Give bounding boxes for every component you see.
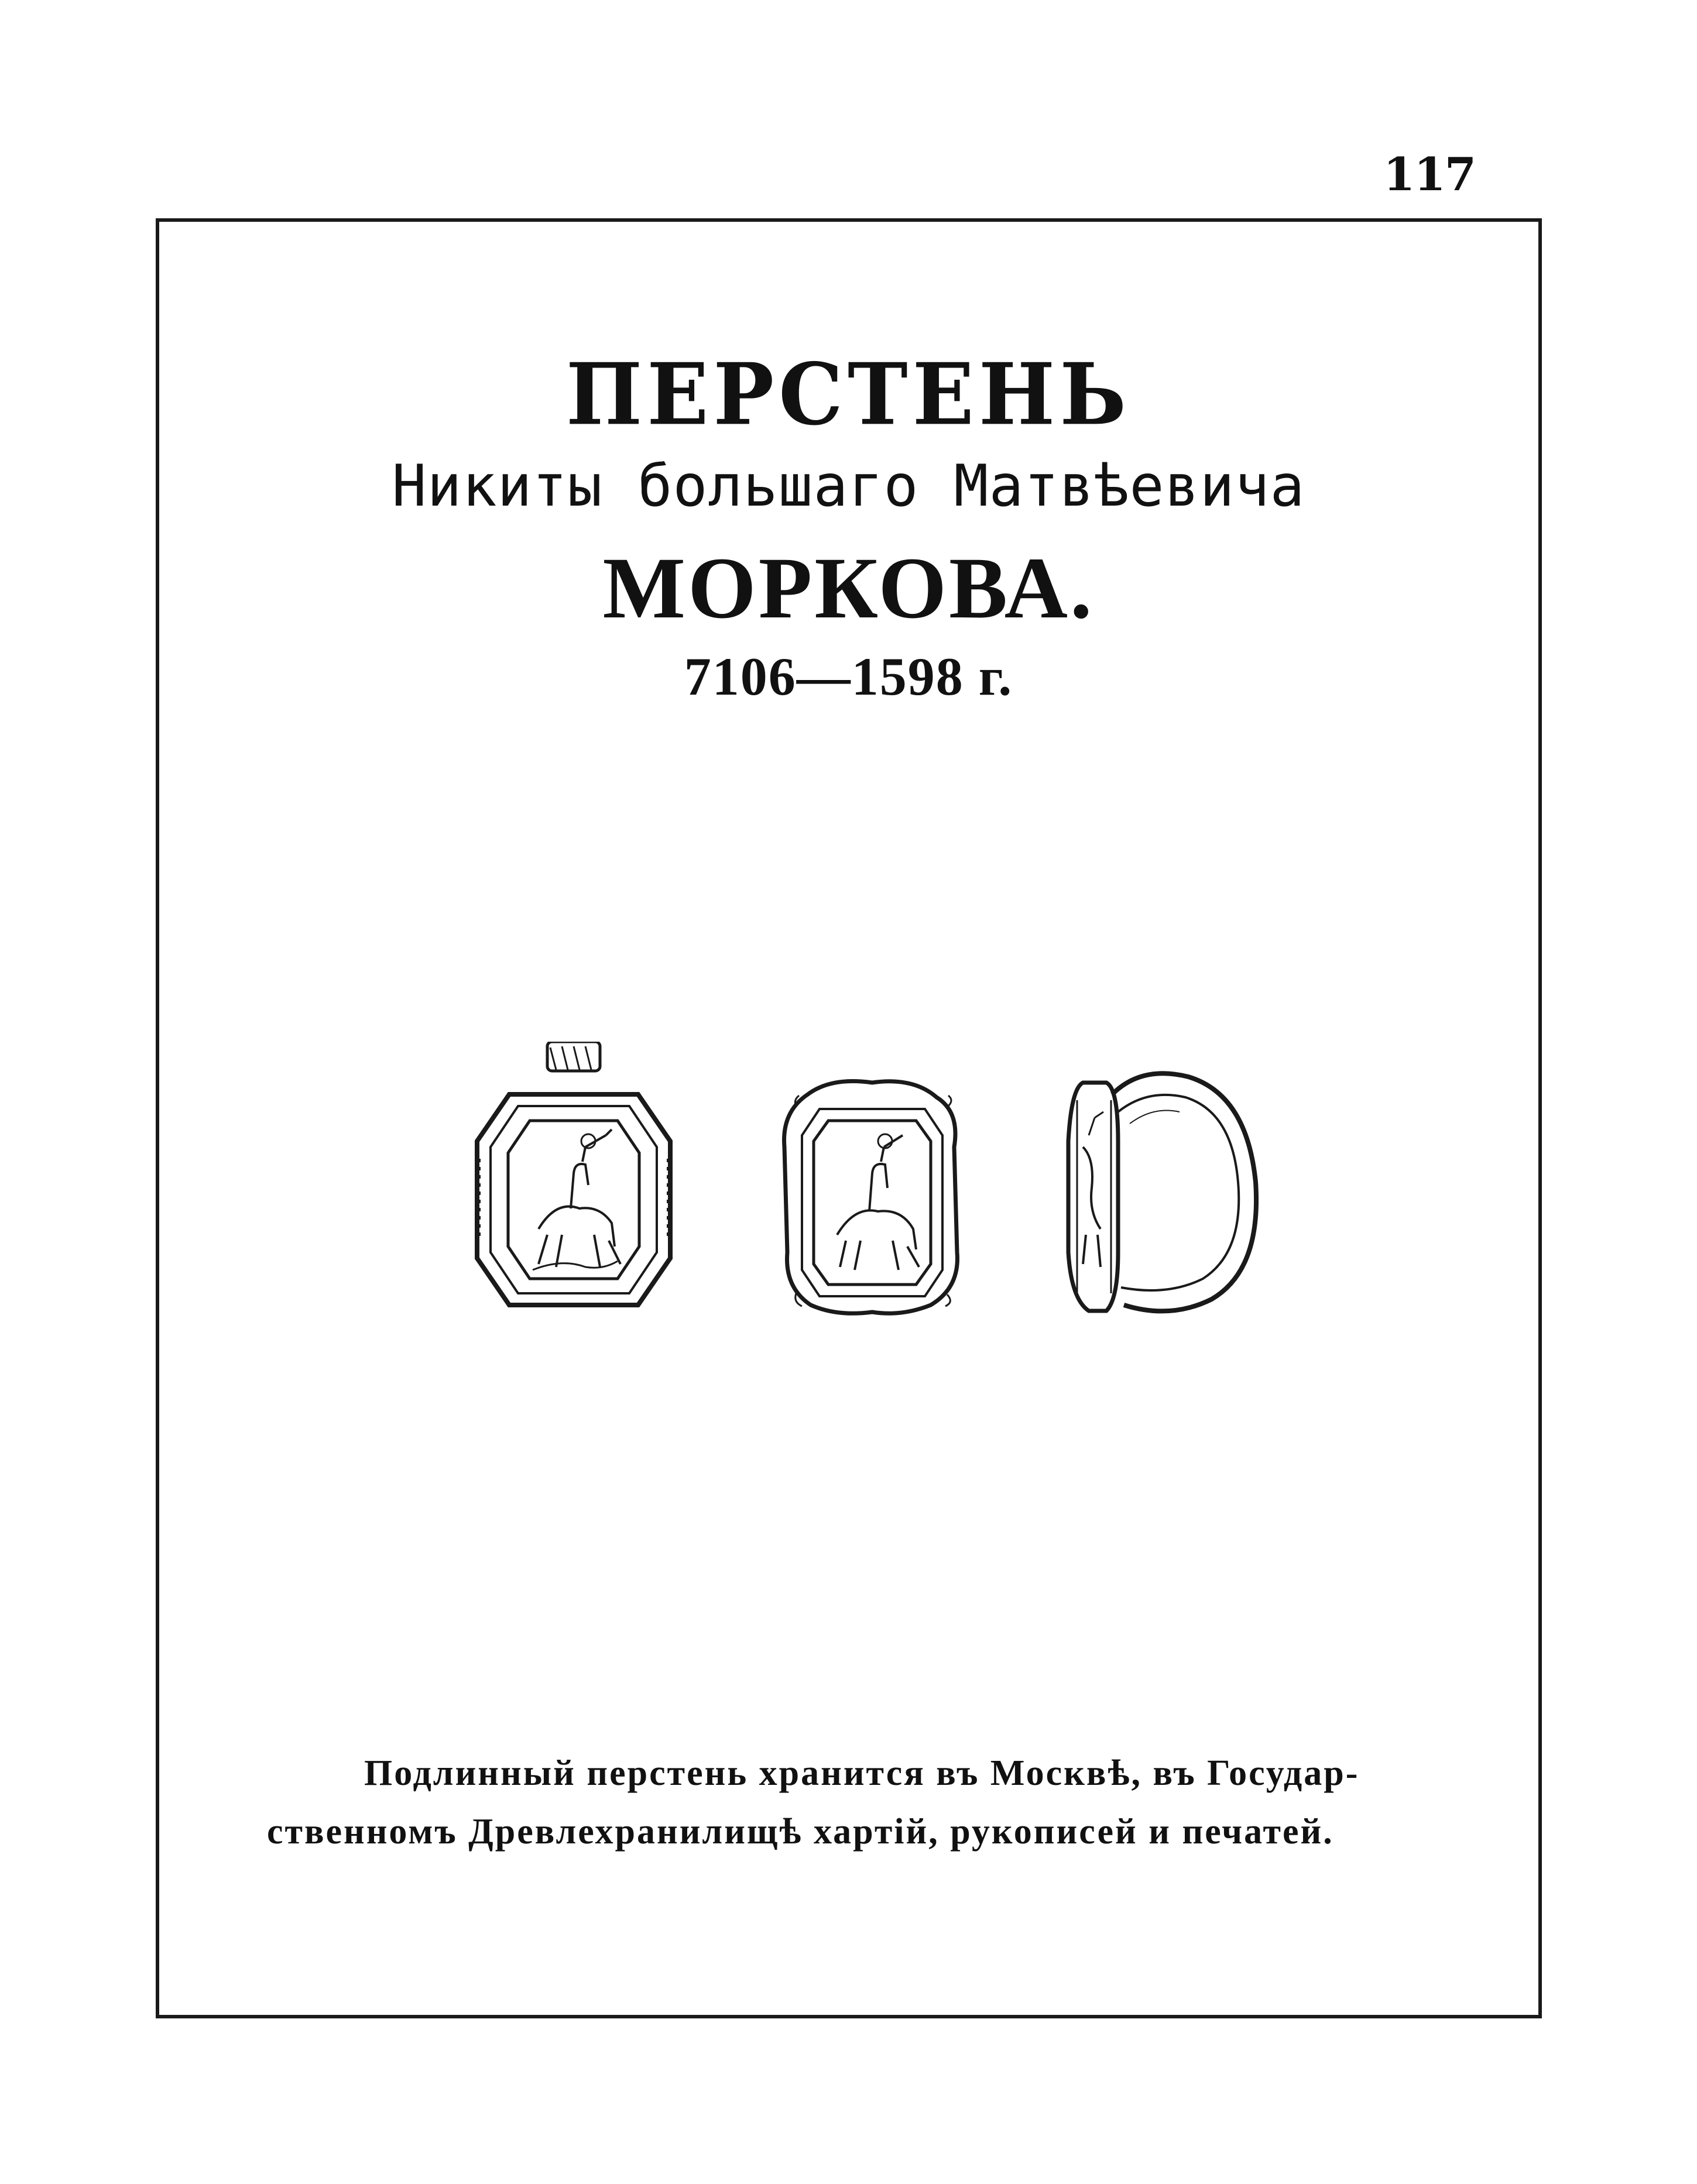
subtitle: Никиты большаго Матвѣевича (392, 453, 1305, 520)
caption-line-2: ственномъ Древлехранилищѣ хартій, рукописей и печатей. (267, 1812, 1334, 1852)
caption-line-1: Подлинный перстень хранится въ Москвѣ, въ Государ- (364, 1753, 1360, 1793)
surname-heading: МОРКОВА. (602, 540, 1095, 637)
title: ПЕРСТЕНЬ (565, 344, 1132, 445)
caption (267, 1744, 1432, 1861)
page-number: 117 (1383, 148, 1475, 201)
ring-front-view-icon (477, 1042, 670, 1305)
ring-side-view-icon (1068, 1073, 1256, 1311)
date-line: 7106—1598 г. (684, 647, 1013, 706)
ring-top-view-icon (784, 1081, 958, 1314)
ring-illustrations (468, 1042, 1276, 1323)
